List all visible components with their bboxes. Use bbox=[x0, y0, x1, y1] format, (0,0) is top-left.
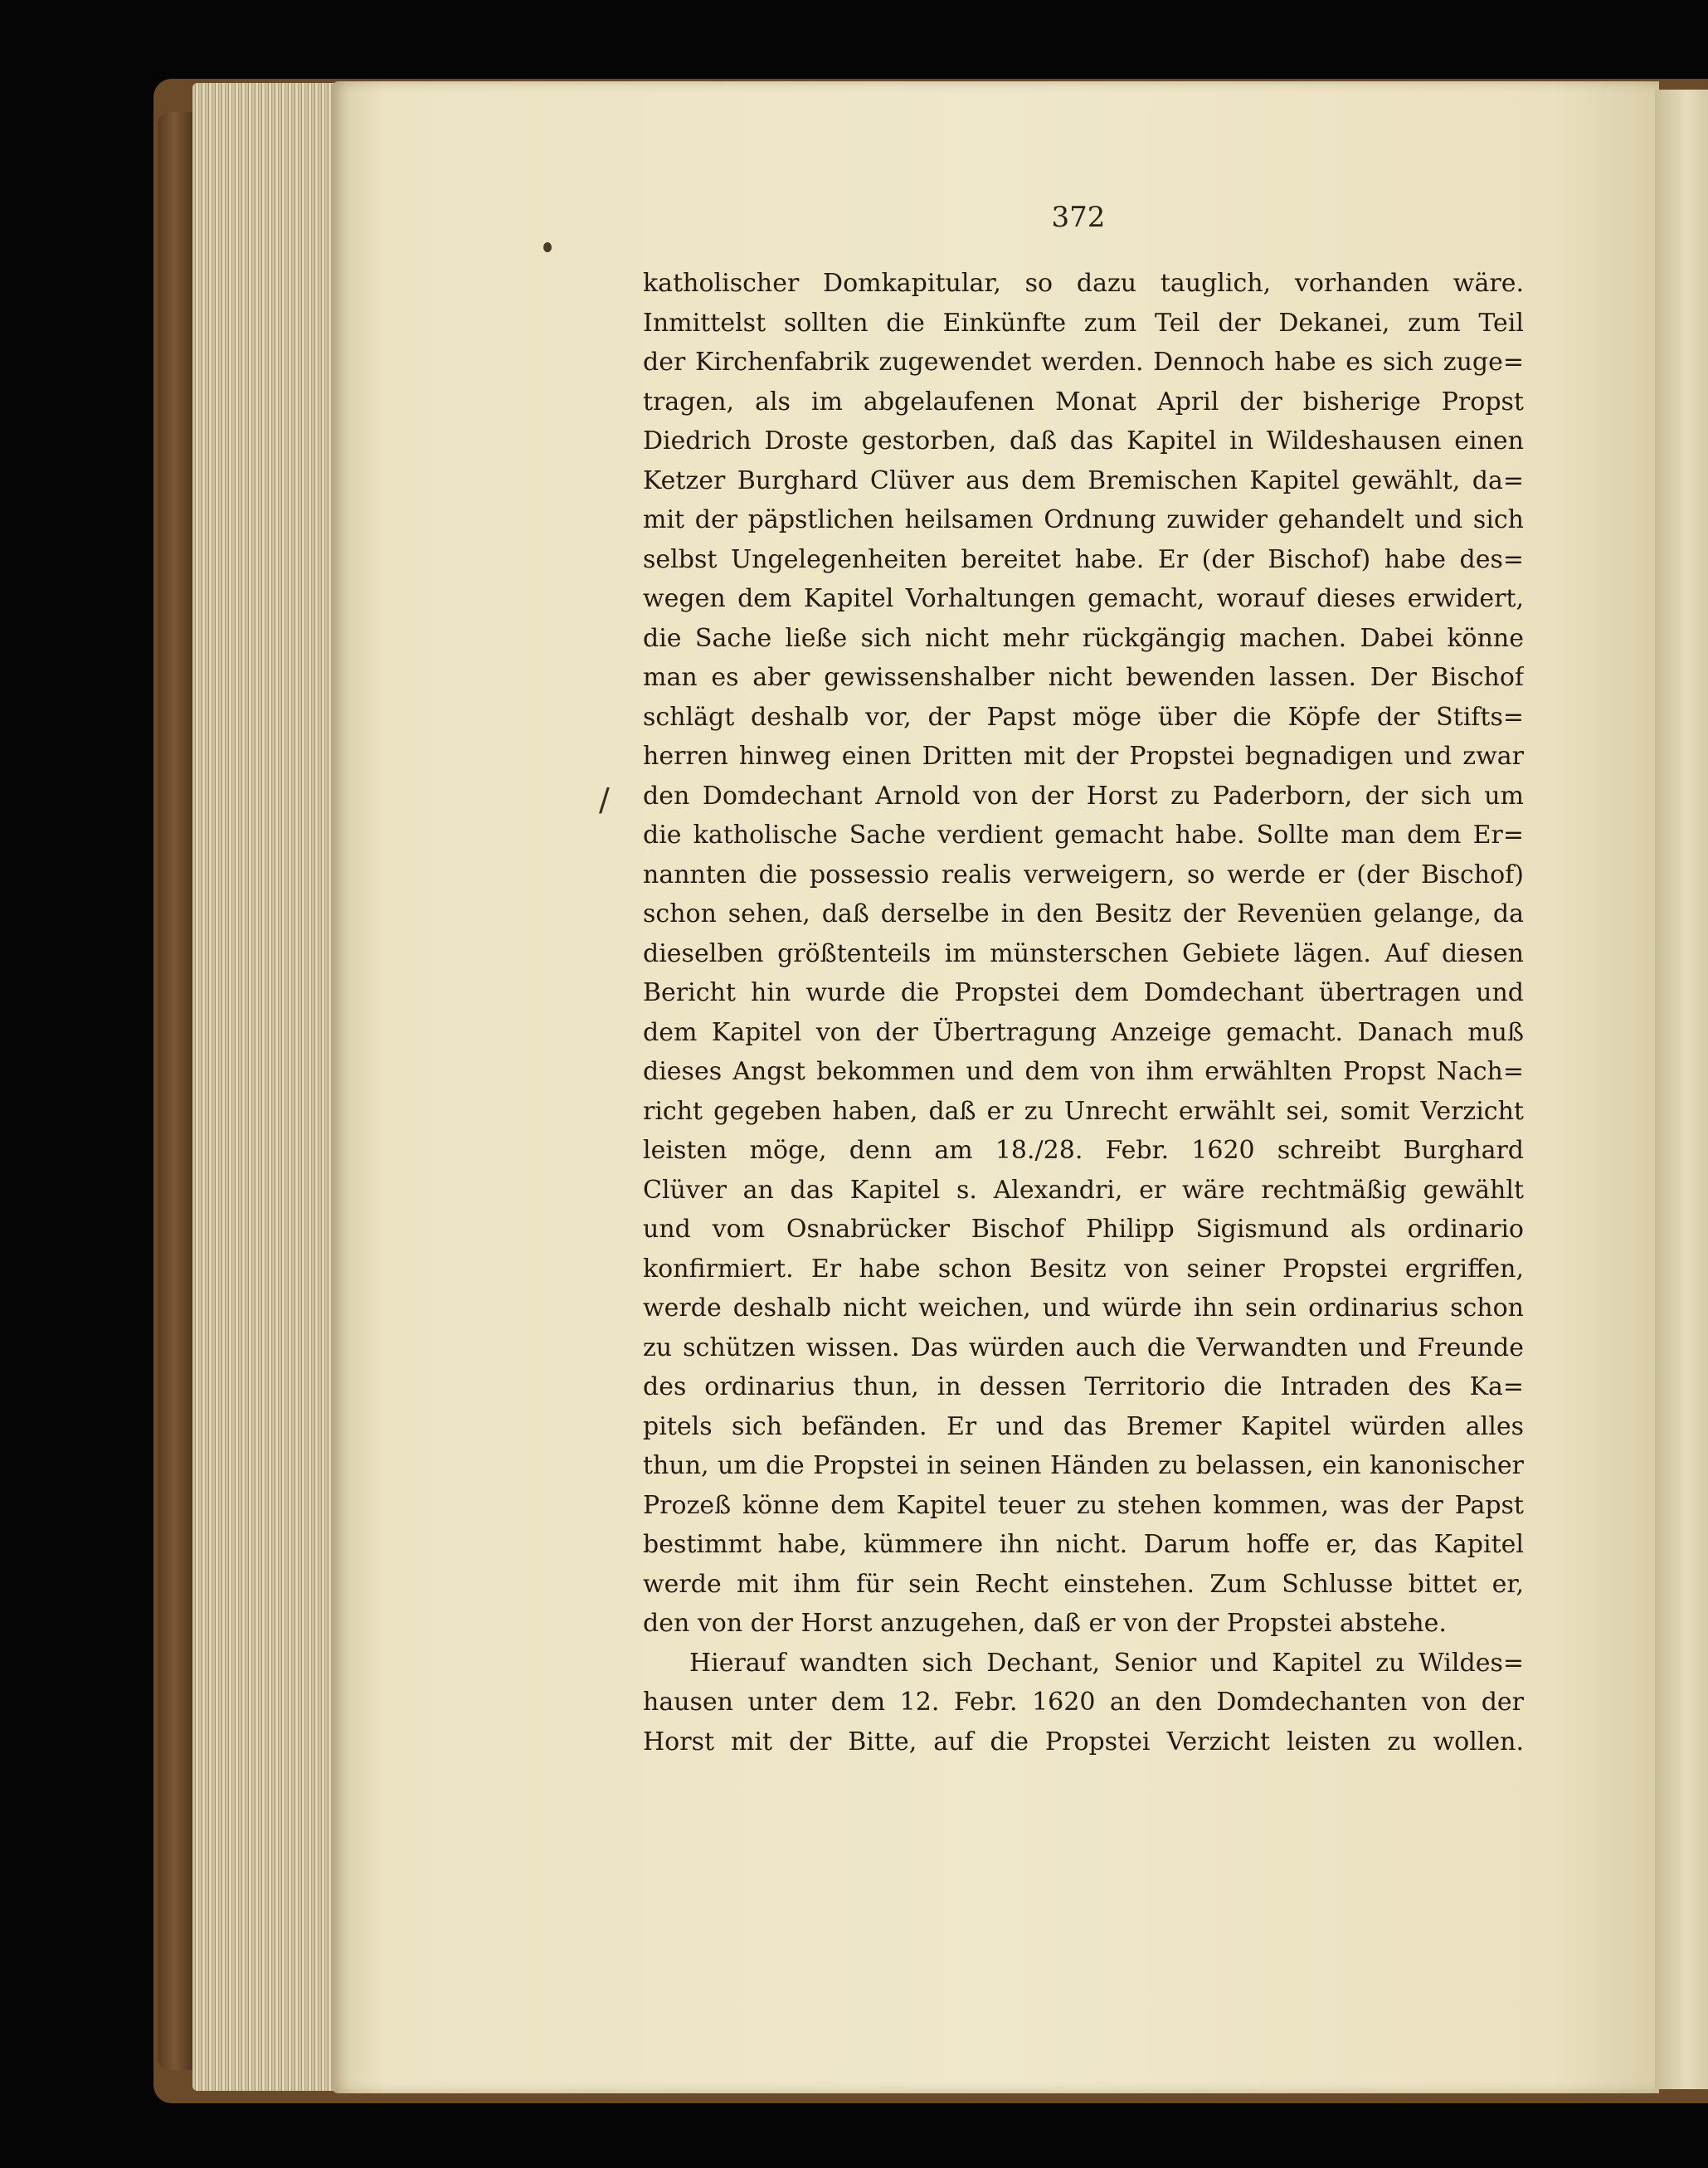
text-line: und vom Osnabrücker Bischof Philipp Sigismund als ordinario bbox=[643, 1215, 1524, 1244]
text-line: dieses Angst bekommen und dem von ihm erwählten Propst Nach= bbox=[643, 1057, 1524, 1086]
text-line: herren hinweg einen Dritten mit der Propstei begnadigen und zwar bbox=[643, 742, 1524, 771]
text-line: hausen unter dem 12. Febr. 1620 an den Domdechanten von der bbox=[643, 1688, 1524, 1717]
text-line: bestimmt habe, kümmere ihn nicht. Darum hoffe er, das Kapitel bbox=[643, 1530, 1524, 1559]
text-line: Prozeß könne dem Kapitel teuer zu stehen kommen, was der Papst bbox=[643, 1490, 1524, 1520]
text-line: die katholische Sache verdient gemacht habe. Sollte man dem Er= bbox=[643, 821, 1524, 850]
text-line: des ordinarius thun, in dessen Territorio die Intraden des Ka= bbox=[643, 1372, 1524, 1401]
text-line: der Kirchenfabrik zugewendet werden. Dennoch habe es sich zuge= bbox=[643, 348, 1524, 377]
text-line: katholischer Domkapitular, so dazu tauglich, vorhanden wäre. bbox=[643, 269, 1524, 298]
text-line: dieselben größtenteils im münsterschen Gebiete lägen. Auf diesen bbox=[643, 938, 1524, 968]
text-line: Ketzer Burghard Clüver aus dem Bremischen Kapitel gewählt, da= bbox=[643, 465, 1524, 495]
text-line: mit der päpstlichen heilsamen Ordnung zuwider gehandelt und sich bbox=[643, 505, 1524, 534]
text-line: Clüver an das Kapitel s. Alexandri, er wäre rechtmäßig gewählt bbox=[643, 1175, 1524, 1205]
text-line: tragen, als im abgelaufenen Monat April der bisherige Propst bbox=[643, 387, 1524, 417]
text-line: nannten die possessio realis verweigern, so werde er (der Bischof) bbox=[643, 860, 1524, 889]
text-line: Bericht hin wurde die Propstei dem Domdechant übertragen und bbox=[643, 978, 1524, 1007]
text-line: schon sehen, daß derselbe in den Besitz der Revenüen gelange, da bbox=[643, 899, 1524, 928]
text-line: man es aber gewissenshalber nicht bewenden lassen. Der Bischof bbox=[643, 663, 1524, 692]
text-line: thun, um die Propstei in seinen Händen zu belassen, ein kanonischer bbox=[643, 1451, 1524, 1480]
text-line: Inmittelst sollten die Einkünfte zum Teil der Dekanei, zum Teil bbox=[643, 308, 1524, 338]
text-line: Diedrich Droste gestorben, daß das Kapitel in Wildeshausen einen bbox=[643, 426, 1524, 456]
margin-pencil-mark: / bbox=[599, 782, 610, 818]
ink-dot bbox=[543, 242, 552, 252]
text-line: richt gegeben haben, daß er zu Unrecht erwählt sei, somit Verzicht bbox=[643, 1096, 1524, 1126]
page-edges bbox=[192, 83, 342, 2091]
facing-page-edge bbox=[1655, 90, 1708, 2089]
text-line: dem Kapitel von der Übertragung Anzeige gemacht. Danach muß bbox=[643, 1017, 1524, 1047]
text-line: werde mit ihm für sein Recht einstehen. Zum Schlusse bittet er, bbox=[643, 1569, 1524, 1599]
text-line: den von der Horst anzugehen, daß er von der Propstei abstehe. bbox=[643, 1609, 1447, 1638]
text-line: den Domdechant Arnold von der Horst zu Paderborn, der sich um bbox=[643, 781, 1524, 811]
text-line: selbst Ungelegenheiten bereitet habe. Er (der Bischof) habe des= bbox=[643, 544, 1524, 574]
text-line: die Sache ließe sich nicht mehr rückgängig machen. Dabei könne bbox=[643, 623, 1524, 653]
text-line: schlägt deshalb vor, der Papst möge über die Köpfe der Stifts= bbox=[643, 702, 1524, 732]
text-line: Hierauf wandten sich Dechant, Senior und Kapitel zu Wildes= bbox=[689, 1648, 1524, 1678]
page-number: 372 bbox=[1051, 201, 1106, 234]
text-line: wegen dem Kapitel Vorhaltungen gemacht, worauf dieses erwidert, bbox=[643, 584, 1524, 613]
body-text bbox=[643, 264, 1524, 1761]
text-line: werde deshalb nicht weichen, und würde ihn sein ordinarius schon bbox=[643, 1293, 1524, 1323]
text-line: zu schützen wissen. Das würden auch die Verwandten und Freunde bbox=[643, 1332, 1524, 1362]
book-spine bbox=[158, 112, 195, 2070]
text-line: konfirmiert. Er habe schon Besitz von seiner Propstei ergriffen, bbox=[643, 1254, 1524, 1284]
text-line: pitels sich befänden. Er und das Bremer Kapitel würden alles bbox=[643, 1411, 1524, 1441]
text-line: leisten möge, denn am 18./28. Febr. 1620 schreibt Burghard bbox=[643, 1136, 1524, 1165]
text-line: Horst mit der Bitte, auf die Propstei Verzicht leisten zu wollen. bbox=[643, 1727, 1524, 1756]
